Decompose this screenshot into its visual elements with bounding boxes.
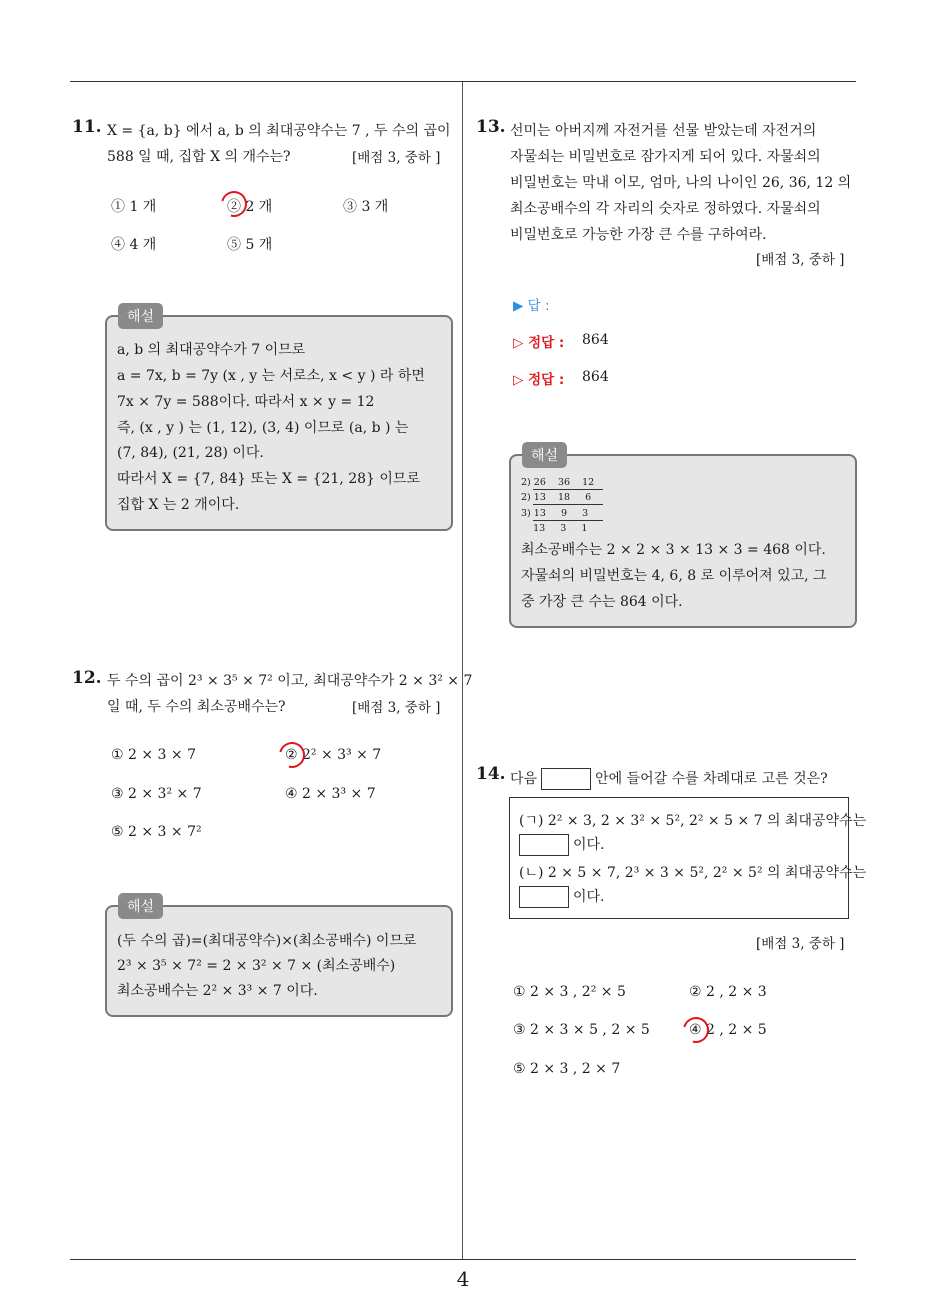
option-5[interactable]: ⑤ 2 × 3 × 7² (111, 824, 202, 840)
question-number: 13. (476, 117, 506, 137)
answer-mark-circle (678, 1012, 714, 1048)
question-number: 12. (72, 668, 102, 688)
option-1[interactable]: ① 1 개 (111, 199, 157, 215)
option-2[interactable]: ② 2 , 2 × 3 (689, 984, 767, 1000)
option-2[interactable]: ② 2 개 (227, 199, 273, 215)
solution-line: 최소공배수는 2 × 2 × 3 × 13 × 3 = 468 이다. (521, 542, 826, 558)
question-number: 11. (72, 117, 102, 137)
question-text-line: 비밀번호로 가능한 가장 큰 수를 구하여라. (510, 227, 767, 243)
division-row: 2) 26 36 12 (521, 477, 595, 488)
solution-line: 2³ × 3⁵ × 7² = 2 × 3² × 7 × (최소공배수) (117, 958, 396, 974)
correct-answer-label: ▷ 정답 : (513, 372, 565, 388)
top-rule (70, 81, 856, 82)
solution-tag: 해설 (118, 893, 163, 919)
solution-tag: 해설 (522, 442, 567, 468)
division-bar (533, 520, 603, 521)
question-text-line: 일 때, 두 수의 최소공배수는? (107, 699, 286, 715)
blank-box (541, 768, 591, 790)
option-4[interactable]: ④ 2 , 2 × 5 (689, 1022, 767, 1038)
answer-mark-circle (216, 186, 252, 222)
correct-answer-value: 864 (582, 332, 609, 348)
answer-mark-circle (274, 737, 310, 773)
division-row: 2) 13 18 6 (521, 492, 592, 503)
solution-line: 최소공배수는 2² × 3³ × 7 이다. (117, 983, 318, 999)
question-text-line: 자물쇠는 비밀번호로 잠가지게 되어 있다. 자물쇠의 (510, 149, 821, 165)
solution-line: 따라서 X = {7, 84} 또는 X = {21, 28} 이므로 (117, 471, 420, 487)
condition-line-b: (ㄴ) 2 × 5 × 7, 2³ × 3 × 5², 2² × 5² 의 최대공약수는 (519, 865, 867, 881)
condition-line-a: (ㄱ) 2² × 3, 2 × 3² × 5², 2² × 5 × 7 의 최대공약수는 (519, 813, 867, 829)
division-row: 13 3 1 (521, 523, 588, 534)
solution-line: 집합 X 는 2 개이다. (117, 497, 240, 513)
condition-line-b2 (519, 886, 605, 908)
solution-line: (두 수의 곱)=(최대공약수)×(최소공배수) 이므로 (117, 933, 417, 949)
correct-answer-label: ▷ 정답 : (513, 335, 565, 351)
blank-box (519, 886, 569, 908)
box-suffix: 이다. (573, 837, 605, 853)
blank-box (519, 834, 569, 856)
correct-answer-value: 864 (582, 369, 609, 385)
page-number: 4 (456, 1267, 470, 1291)
question-text-line: 비밀번호는 막내 이모, 엄마, 나의 나이인 26, 36, 12 의 (510, 175, 852, 191)
question-text-line: 두 수의 곱이 2³ × 3⁵ × 7² 이고, 최대공약수가 2 × 3² × 7 (107, 673, 473, 689)
option-5[interactable]: ⑤ 5 개 (227, 237, 273, 253)
option-4[interactable]: ④ 2 × 3³ × 7 (285, 786, 376, 802)
score-difficulty: [배점 3, 중하 ] (756, 936, 845, 952)
question-text-line: 선미는 아버지께 자전거를 선물 받았는데 자전거의 (510, 123, 817, 139)
condition-line-a2 (519, 834, 605, 856)
question-text-line: 최소공배수의 각 자리의 숫자로 정하였다. 자물쇠의 (510, 201, 821, 217)
option-3[interactable]: ③ 2 × 3² × 7 (111, 786, 202, 802)
bottom-rule (70, 1259, 856, 1260)
option-1[interactable]: ① 2 × 3 × 7 (111, 747, 196, 763)
option-3[interactable]: ③ 2 × 3 × 5 , 2 × 5 (513, 1022, 650, 1038)
division-row: 3) 13 9 3 (521, 508, 589, 519)
solution-line: a = 7x, b = 7y (x , y 는 서로소, x < y ) 라 하면 (117, 368, 425, 384)
solution-line: a, b 의 최대공약수가 7 이므로 (117, 342, 306, 358)
question-prompt-before: 다음 (510, 771, 538, 787)
solution-tag: 해설 (118, 303, 163, 329)
answer-prompt: ▶ 답 : (513, 298, 550, 314)
solution-line: 즉, (x , y ) 는 (1, 12), (3, 4) 이므로 (a, b ) 는 (117, 420, 409, 436)
solution-line: 중 가장 큰 수는 864 이다. (521, 594, 683, 610)
division-bar (533, 504, 603, 505)
question-prompt-after: 안에 들어갈 수를 차례대로 고른 것은? (595, 771, 828, 787)
question-text-line: X = {a, b} 에서 a, b 의 최대공약수는 7 , 두 수의 곱이 (107, 123, 451, 139)
solution-line: 자물쇠의 비밀번호는 4, 6, 8 로 이루어져 있고, 그 (521, 568, 827, 584)
question-text-line (510, 768, 828, 790)
option-4[interactable]: ④ 4 개 (111, 237, 157, 253)
box-suffix: 이다. (573, 889, 605, 905)
score-difficulty: [배점 3, 중하 ] (352, 150, 441, 166)
question-text-line: 588 일 때, 집합 X 의 개수는? (107, 149, 291, 165)
score-difficulty: [배점 3, 중하 ] (352, 700, 441, 716)
solution-line: (7, 84), (21, 28) 이다. (117, 445, 264, 461)
question-number: 14. (476, 764, 506, 784)
option-2[interactable]: ② 2² × 3³ × 7 (285, 747, 382, 763)
solution-line: 7x × 7y = 588이다. 따라서 x × y = 12 (117, 394, 375, 410)
score-difficulty: [배점 3, 중하 ] (756, 252, 845, 268)
option-3[interactable]: ③ 3 개 (343, 199, 389, 215)
option-1[interactable]: ① 2 × 3 , 2² × 5 (513, 984, 626, 1000)
division-bar (533, 489, 603, 490)
option-5[interactable]: ⑤ 2 × 3 , 2 × 7 (513, 1061, 621, 1077)
